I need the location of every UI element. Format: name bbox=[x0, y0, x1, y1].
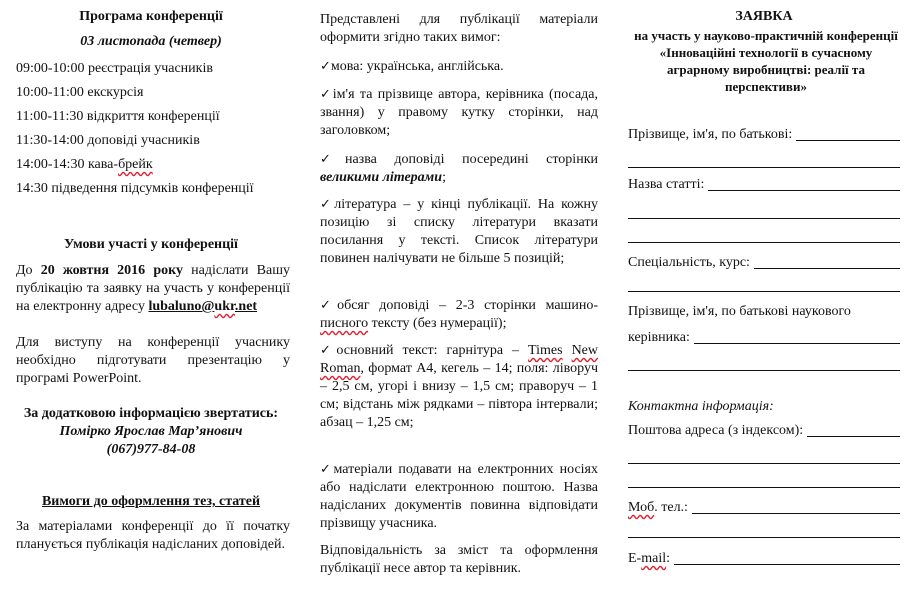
address-field[interactable] bbox=[628, 422, 900, 440]
check-icon: ✓ bbox=[320, 87, 333, 102]
name-field-line[interactable] bbox=[796, 140, 900, 141]
check-icon: ✓ bbox=[320, 197, 335, 212]
address-field-line[interactable] bbox=[807, 436, 900, 437]
check-icon: ✓ bbox=[320, 343, 337, 358]
responsibility-text: Відповідальність за зміст та оформлення публікації несе автор та керівник. bbox=[320, 543, 598, 576]
req-main-text: ✓основний текст: гарнітура – Times New Roman, формат А4, кегель – 14; поля: ліворуч – 2,5 см, угорі і внизу – 1,5 см; праворуч – 1 см; відстань між рядками – півтора інтервали; абзац – 1,25 см; bbox=[320, 343, 598, 430]
supervisor-field-line-2[interactable] bbox=[628, 370, 900, 371]
article-field-line[interactable] bbox=[708, 190, 900, 191]
address-field-label: Поштова адреса (з індексом): bbox=[628, 423, 804, 438]
contact-title: За додатковою інформацією звертатись: bbox=[23, 406, 279, 421]
schedule-list bbox=[16, 57, 254, 201]
program-date: 03 листопада (четвер) bbox=[80, 34, 222, 49]
requirements-intro: За матеріалами конференції до її початку планується публікація надісланих доповідей. bbox=[16, 519, 290, 552]
check-icon: ✓ bbox=[320, 59, 331, 74]
requirements-intro-middle: Представлені для публікації матеріали оформити згідно таких вимог: bbox=[320, 12, 598, 45]
article-field-line-3[interactable] bbox=[628, 242, 900, 243]
contact-name: Помірко Ярослав Мар’янович bbox=[59, 424, 243, 439]
specialty-field-label: Спеціальність, курс: bbox=[628, 255, 750, 270]
req-author: ✓ім'я та прізвище автора, керівника (посада, звання) у правому кутку сторінки, над заголовком; bbox=[320, 87, 598, 138]
supervisor-field-line[interactable] bbox=[694, 343, 900, 344]
check-icon: ✓ bbox=[320, 152, 345, 167]
email-field-label: E-mail: bbox=[628, 551, 670, 566]
req-submit: ✓матеріали подавати на електронних носіях або надіслати електронною поштою. Назва надісланих документів повинна відповідати прізвищу учасника. bbox=[320, 462, 598, 531]
supervisor-field-label: Прізвище, ім'я, по батькові наукового bbox=[628, 304, 851, 319]
article-field[interactable] bbox=[628, 176, 900, 194]
specialty-field[interactable] bbox=[628, 254, 900, 272]
contact-email[interactable]: lubaluno@ukr.net bbox=[148, 299, 258, 314]
name-field[interactable] bbox=[628, 126, 900, 144]
name-field-line-2[interactable] bbox=[628, 167, 900, 168]
presentation-text: Для виступу на конференції учаснику необхідно підготувати презентацію у програмі PowerPoint. bbox=[16, 335, 290, 386]
email-field[interactable] bbox=[628, 550, 900, 568]
schedule-item: 11:00-11:30 відкриття конференції bbox=[16, 109, 220, 124]
check-icon: ✓ bbox=[320, 462, 334, 477]
article-field-line-2[interactable] bbox=[628, 218, 900, 219]
check-icon: ✓ bbox=[320, 298, 338, 313]
address-field-line-2[interactable] bbox=[628, 463, 900, 464]
schedule-item: 10:00-11:00 екскурсія bbox=[16, 85, 144, 100]
req-literature: ✓література – у кінці публікації. На кожну позицію зі списку літератури вказати посилання у тексті. Список літератури повинен налічувати не більше 5 позицій; bbox=[320, 197, 598, 266]
email-field-line[interactable] bbox=[674, 564, 900, 565]
address-field-line-3[interactable] bbox=[628, 487, 900, 488]
phone-field-label: Моб. тел.: bbox=[628, 500, 688, 515]
specialty-field-line[interactable] bbox=[754, 268, 900, 269]
req-language: ✓мова: українська, англійська. bbox=[320, 59, 504, 74]
req-title: ✓назва доповіді посередині сторінки великими літерами; bbox=[320, 152, 598, 185]
contact-info-heading: Контактна інформація: bbox=[628, 399, 774, 414]
conditions-title: Умови участі у конференції bbox=[64, 237, 238, 252]
conditions-text: До 20 жовтня 2016 року надіслати Вашу публікацію та заявку на участь у конференції на електронну адресу lubaluno@ukr.net bbox=[16, 263, 290, 314]
contact-phone: (067)977-84-08 bbox=[106, 442, 196, 457]
program-title: Програма конференції bbox=[79, 9, 223, 24]
article-field-label: Назва статті: bbox=[628, 177, 705, 192]
schedule-item: 09:00-10:00 реєстрація учасників bbox=[16, 61, 213, 76]
application-title: ЗАЯВКА bbox=[735, 9, 793, 24]
schedule-item: 14:30 підведення підсумків конференції bbox=[16, 181, 254, 196]
requirements-title: Вимоги до оформлення тез, статей bbox=[41, 494, 261, 509]
supervisor-field[interactable] bbox=[628, 329, 900, 347]
application-subtitle: на участь у науково-практичній конференції «Інноваційні технології в сучасному аграрному виробництві: реалії та перспективи» bbox=[634, 28, 898, 94]
phone-field-line-2[interactable] bbox=[628, 537, 900, 538]
schedule-item: 14:00-14:30 кава-брейк bbox=[16, 157, 153, 172]
name-field-label: Прізвище, ім'я, по батькові: bbox=[628, 127, 793, 142]
specialty-field-line-2[interactable] bbox=[628, 291, 900, 292]
phone-field-line[interactable] bbox=[692, 513, 900, 514]
phone-field[interactable] bbox=[628, 499, 900, 517]
supervisor-field-label-2: керівника: bbox=[628, 330, 690, 345]
schedule-item: 11:30-14:00 доповіді учасників bbox=[16, 133, 200, 148]
req-volume: ✓обсяг доповіді – 2-3 сторінки машино-писного тексту (без нумерації); bbox=[320, 298, 598, 331]
